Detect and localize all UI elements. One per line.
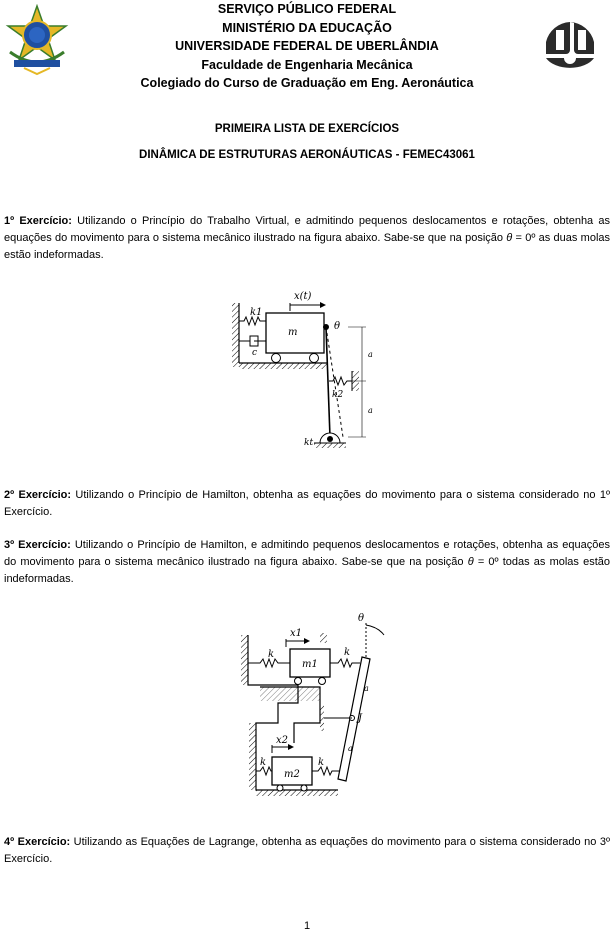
figure-2-diagram bbox=[238, 605, 388, 805]
fig1-x-label: x(t) bbox=[294, 291, 312, 302]
course-title: DINÂMICA DE ESTRUTURAS AERONÁUTICAS - FEMEC43061 bbox=[139, 149, 475, 161]
theta-symbol: θ bbox=[506, 232, 513, 244]
fig1-a2-label: a bbox=[368, 406, 373, 415]
exercise-2-text: Utilizando o Princípio de Hamilton, obtenha as equações do movimento para o sistema considerado no 1º Exercício. bbox=[4, 489, 611, 518]
header-line-4: Faculdade de Engenharia Mecânica bbox=[201, 57, 413, 72]
institution-header bbox=[0, 0, 614, 93]
fig2-k-left-2-label: k bbox=[260, 757, 267, 768]
fig2-k-right-2-label: k bbox=[318, 757, 325, 768]
exercise-4-text: Utilizando as Equações de Lagrange, obtenha as equações do movimento para o sistema considerado no 3º Exercício. bbox=[4, 836, 610, 865]
fig2-x2-label: x2 bbox=[276, 735, 289, 746]
fig2-m2-label: m2 bbox=[284, 769, 300, 780]
fig2-x1-label: x1 bbox=[290, 628, 303, 639]
exercise-3 bbox=[4, 537, 610, 588]
fig1-kt-label: kt bbox=[304, 438, 314, 448]
exercise-4 bbox=[4, 834, 610, 868]
header-line-3: UNIVERSIDADE FEDERAL DE UBERLÂNDIA bbox=[175, 39, 439, 53]
page-number: 1 bbox=[303, 920, 311, 932]
theta-symbol: θ bbox=[467, 556, 474, 568]
fig1-k1-label: k1 bbox=[250, 307, 263, 318]
fig1-c-label: c bbox=[252, 348, 258, 358]
exercise-4-label: 4º Exercício: bbox=[4, 836, 71, 848]
exercise-1-label: 1º Exercício: bbox=[4, 215, 72, 227]
fig1-k2-label: k2 bbox=[332, 390, 344, 400]
header-line-2: MINISTÉRIO DA EDUCAÇÃO bbox=[222, 20, 392, 35]
figure-1-diagram bbox=[230, 285, 390, 460]
exercise-1-text-end: = 0º as duas molas estão indeformadas. bbox=[4, 232, 611, 261]
fig2-J-label: J bbox=[358, 713, 363, 724]
fig2-theta-label: θ bbox=[358, 613, 365, 624]
fig2-a2-label: a bbox=[348, 744, 353, 753]
fig1-m-label: m bbox=[288, 327, 298, 338]
exercise-1 bbox=[4, 213, 610, 264]
exercise-1-text: Utilizando o Princípio do Trabalho Virtual, e admitindo pequenos deslocamentos e rotações, obtenha as equações do movimento para o sistema mecânico ilustrado na figura abaixo. Sabe-se que na posição bbox=[4, 215, 611, 244]
exercise-3-text: Utilizando o Princípio de Hamilton, e admitindo pequenos deslocamentos e rotações, obtenha as equações do movimento para o sistema mecânico ilustrado na figura abaixo. Sabe-se que na posição bbox=[4, 539, 610, 568]
exercise-2 bbox=[4, 487, 610, 521]
fig1-theta-label: θ bbox=[334, 321, 341, 332]
fig2-k-right-1-label: k bbox=[344, 647, 351, 658]
fig2-k-left-1-label: k bbox=[268, 649, 275, 660]
fig2-a1-label: a bbox=[364, 684, 369, 693]
fig1-a1-label: a bbox=[368, 350, 373, 359]
header-line-5: Colegiado do Curso de Graduação em Eng. Aeronáutica bbox=[140, 76, 474, 90]
fig2-m1-label: m1 bbox=[302, 659, 318, 670]
exercise-3-label: 3º Exercício: bbox=[4, 539, 71, 551]
exercise-2-label: 2º Exercício: bbox=[4, 489, 72, 501]
list-title: PRIMEIRA LISTA DE EXERCÍCIOS bbox=[214, 123, 400, 135]
header-line-1: SERVIÇO PÚBLICO FEDERAL bbox=[217, 2, 397, 16]
exercise-3-text-end: = 0º todas as molas estão indeformadas. bbox=[4, 556, 610, 585]
